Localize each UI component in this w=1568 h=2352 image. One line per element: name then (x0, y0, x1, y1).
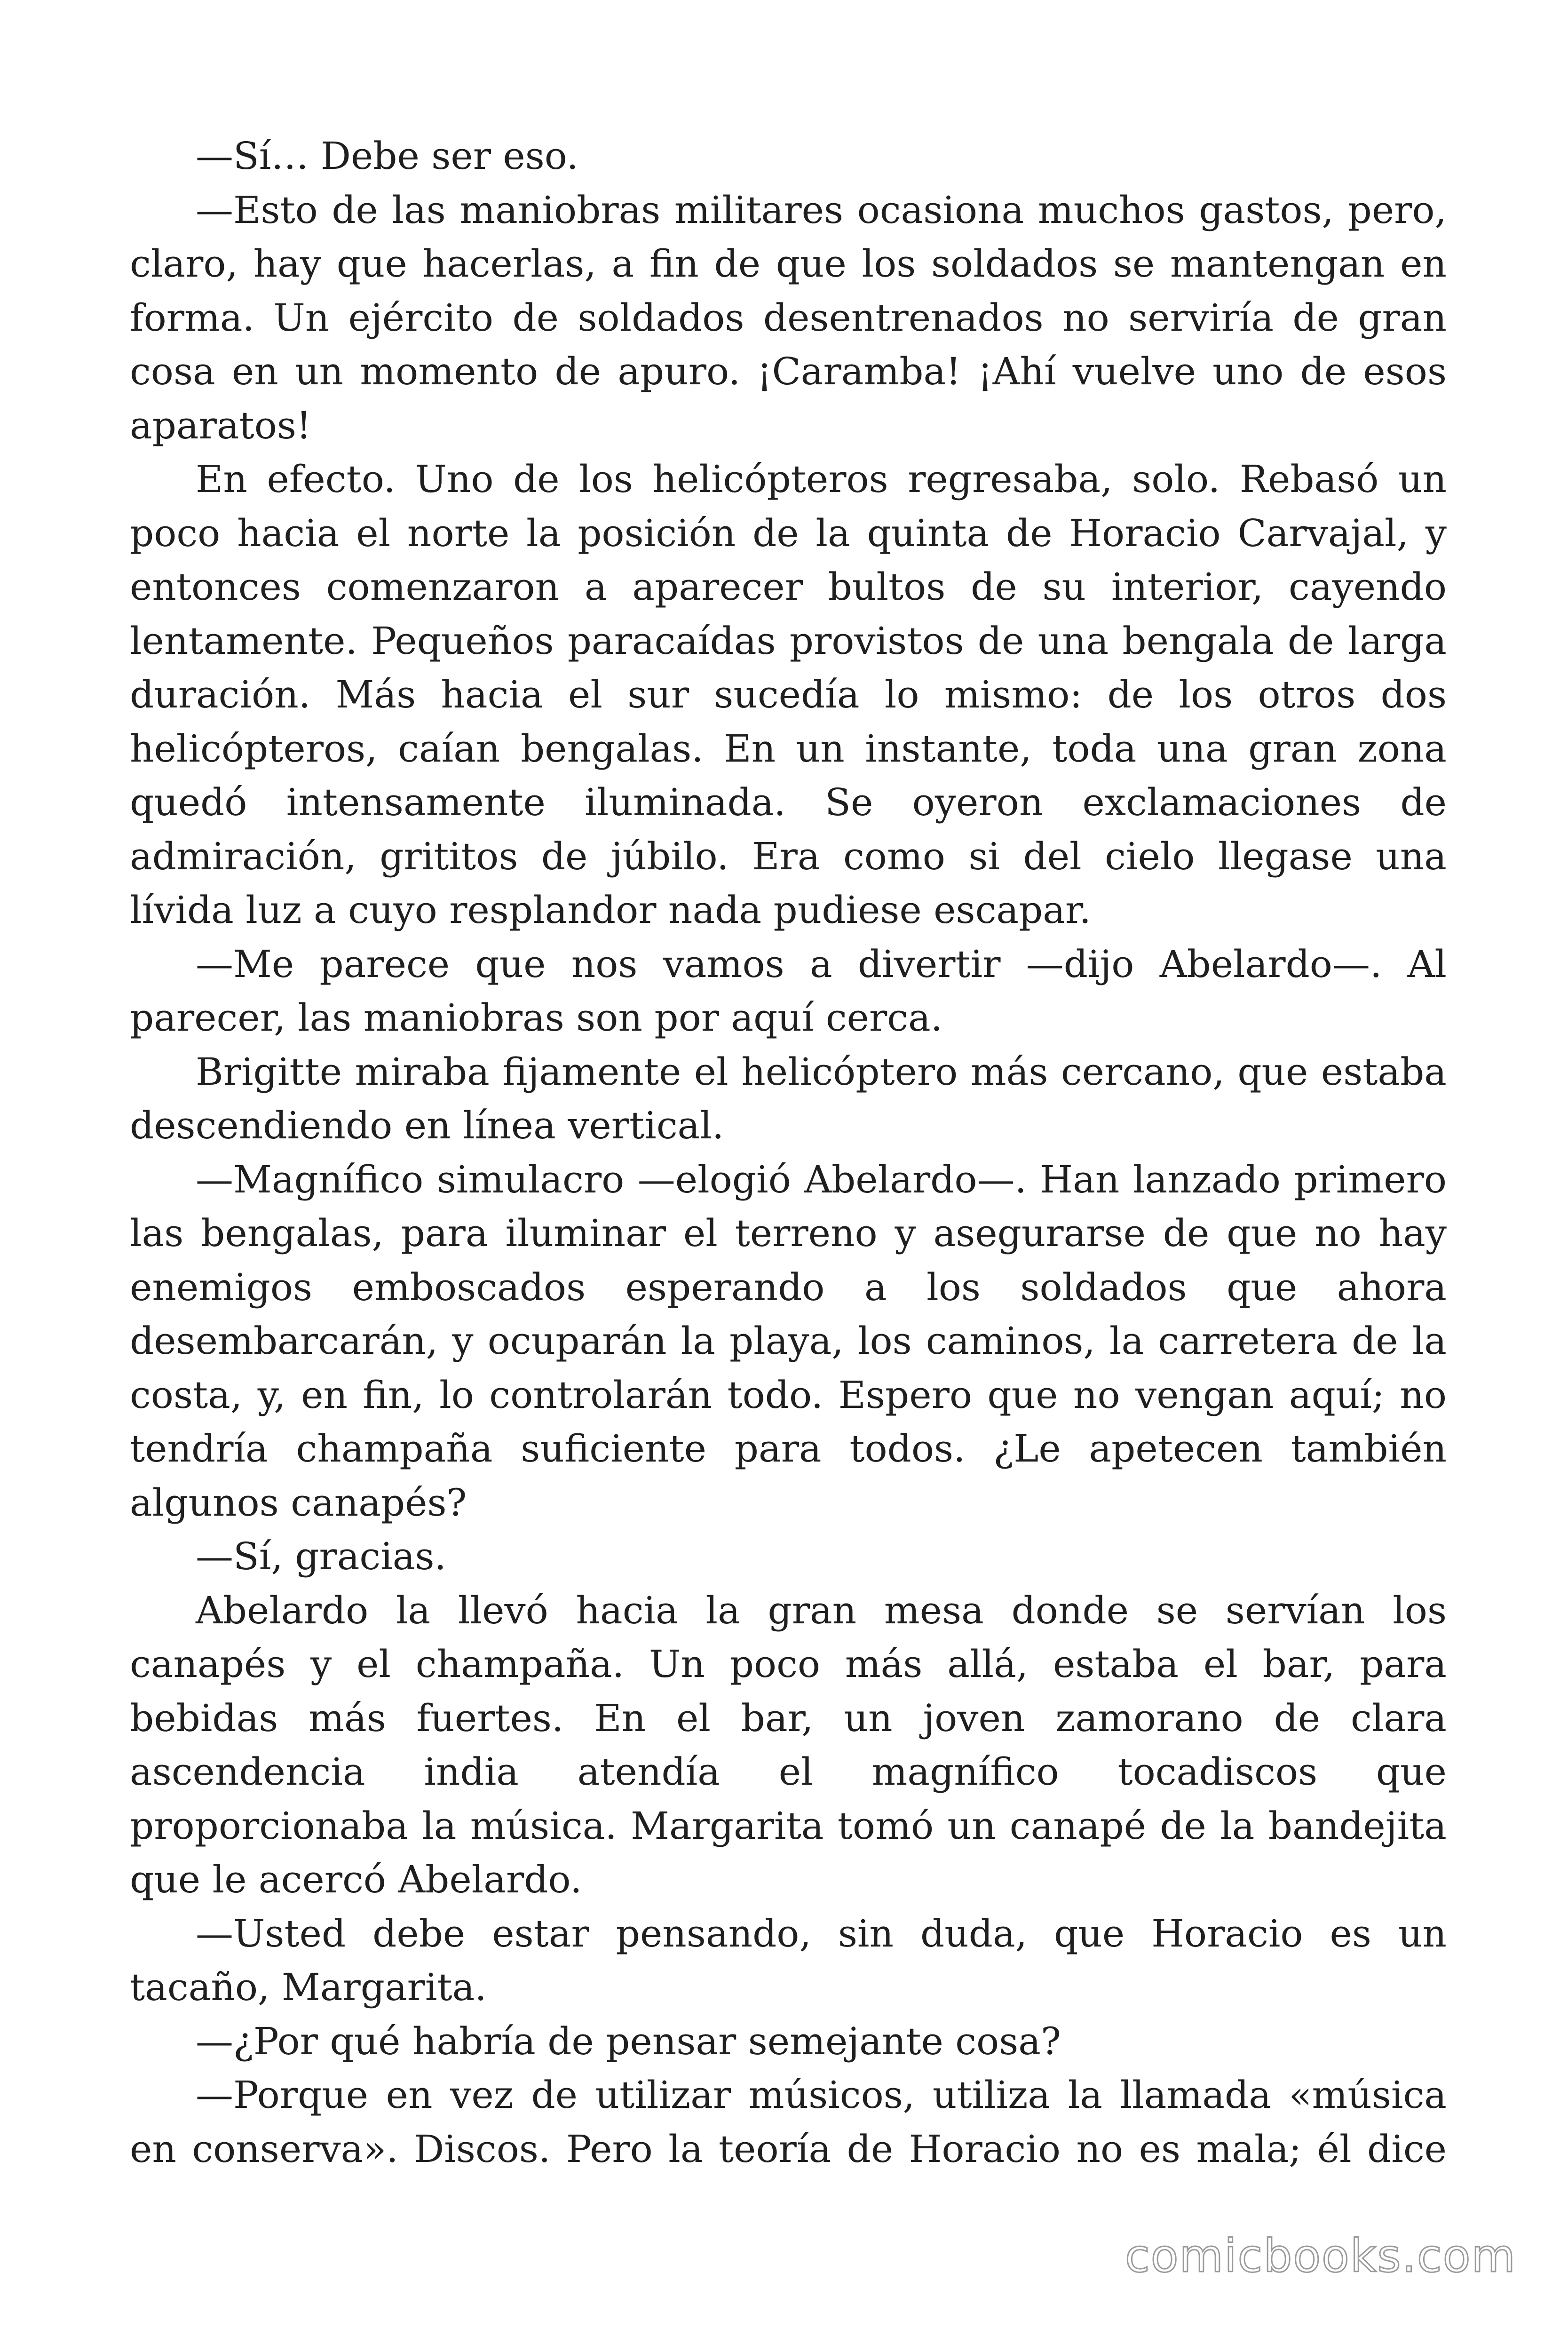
watermark: comicbooks.com (1125, 2230, 1516, 2282)
paragraph: —Magnífico simulacro —elogió Abelardo—. Han lanzado primero las bengalas, para iluminar el terreno y asegurarse de que no hay enemigos emboscados esperando a los soldados que ahora desembarcarán, y ocuparán la playa, los caminos, la carretera de la costa, y, en fin, lo controlarán todo. Espero que no vengan aquí; no tendría champaña suficiente para todos. ¿Le apetecen también algunos canapés? (130, 1157, 1447, 1525)
paragraph: Brigitte miraba fijamente el helicóptero más cercano, que estaba descendiendo en línea vertical. (130, 1049, 1447, 1147)
paragraph: —Porque en vez de utilizar músicos, utiliza la llamada «música en conserva». Discos. Pero la teoría de Horacio no es mala; él dice (130, 2073, 1447, 2171)
paragraph: En efecto. Uno de los helicópteros regresaba, solo. Rebasó un poco hacia el norte la posición de la quinta de Horacio Carvajal, y entonces comenzaron a aparecer bultos de su interior, cayendo lentamente. Pequeños paracaídas provistos de una bengala de larga duración. Más hacia el sur sucedía lo mismo: de los otros dos helicópteros, caían bengalas. En un instante, toda una gran zona quedó intensamente iluminada. Se oyeron exclamaciones de admiración, grititos de júbilo. Era como si del cielo llegase una lívida luz a cuyo resplandor nada pudiese escapar. (130, 457, 1447, 932)
paragraph: —Sí, gracias. (196, 1534, 446, 1578)
paragraph: —Esto de las maniobras militares ocasiona muchos gastos, pero, claro, hay que hacerlas, a fin de que los soldados se mantengan en forma. Un ejército de soldados desentrenados no serviría de gran cosa en un momento de apuro. ¡Caramba! ¡Ahí vuelve uno de esos aparatos! (130, 188, 1447, 447)
book-page-text (130, 129, 1447, 2176)
paragraph: —¿Por qué habría de pensar semejante cosa? (196, 2019, 1061, 2063)
paragraph: —Me parece que nos vamos a divertir —dijo Abelardo—. Al parecer, las maniobras son por aquí cerca. (130, 942, 1447, 1040)
paragraph: —Sí… Debe ser eso. (196, 134, 578, 178)
paragraph: Abelardo la llevó hacia la gran mesa donde se servían los canapés y el champaña. Un poco más allá, estaba el bar, para bebidas más fuertes. En el bar, un joven zamorano de clara ascendencia india atendía el magnífico tocadiscos que proporcionaba la música. Margarita tomó un canapé de la bandejita que le acercó Abelardo. (130, 1588, 1447, 1901)
paragraph: —Usted debe estar pensando, sin duda, que Horacio es un tacaño, Margarita. (130, 1911, 1447, 2009)
